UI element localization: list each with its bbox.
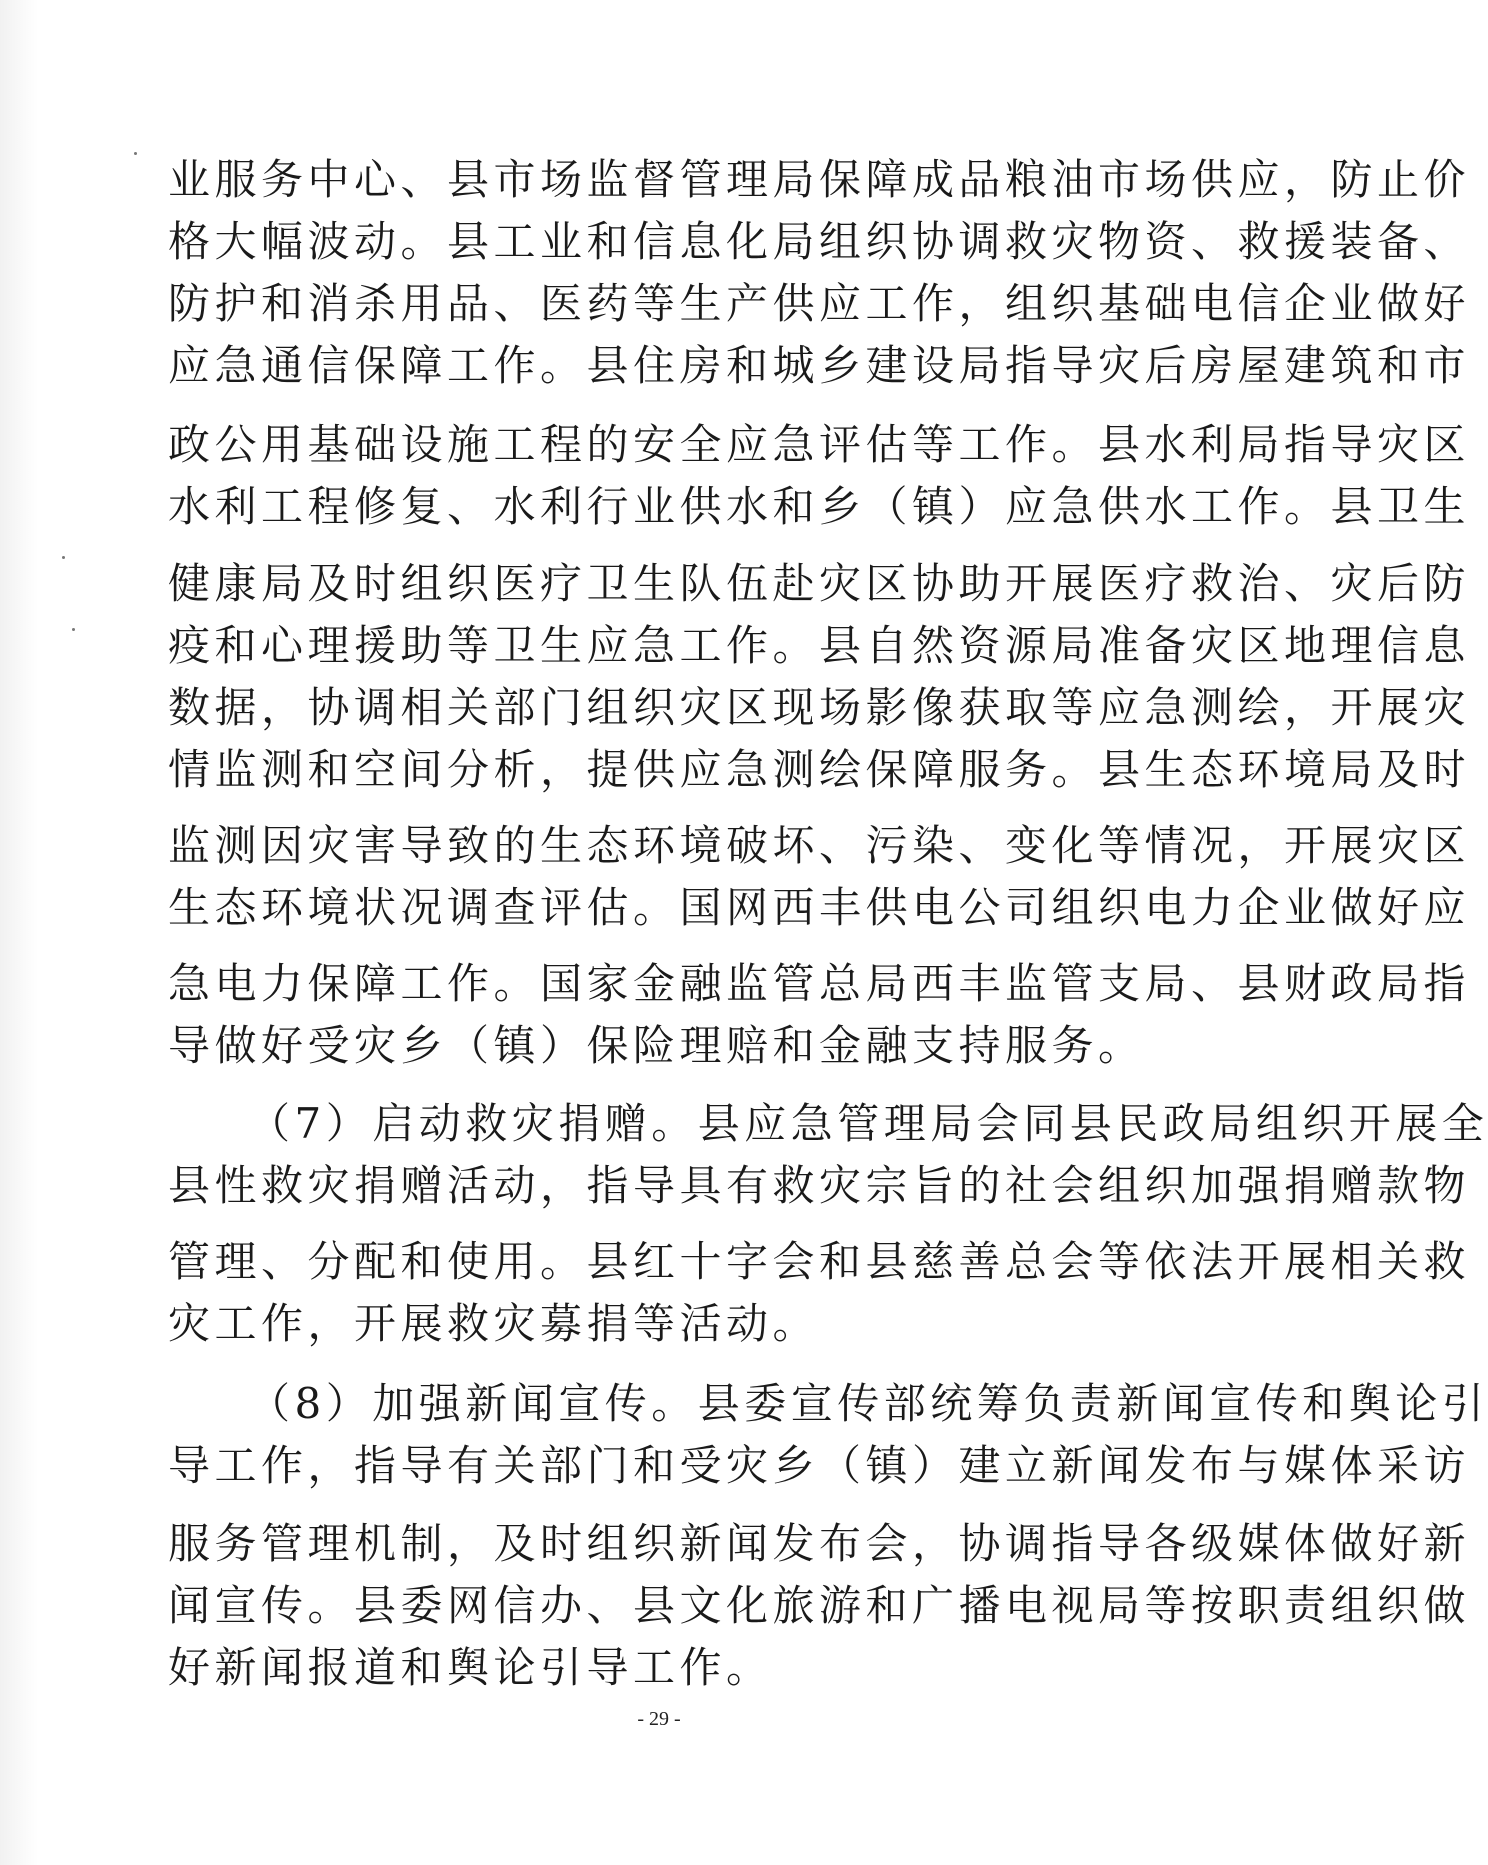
body-line: 管理、分配和使用。县红十字会和县慈善总会等依法开展相关救 bbox=[168, 1237, 1471, 1286]
scan-speck bbox=[62, 556, 65, 559]
scan-speck bbox=[72, 628, 75, 631]
body-line: 数据，协调相关部门组织灾区现场影像获取等应急测绘，开展灾 bbox=[168, 683, 1471, 732]
body-line: 健康局及时组织医疗卫生队伍赴灾区协助开展医疗救治、灾后防 bbox=[168, 559, 1471, 608]
body-line: 灾工作，开展救灾募捐等活动。 bbox=[168, 1299, 820, 1348]
section-8-first-line: （8）加强新闻宣传。县委宣传部统筹负责新闻宣传和舆论引 bbox=[248, 1379, 1488, 1428]
body-line: 急电力保障工作。国家金融监管总局西丰监管支局、县财政局指 bbox=[168, 959, 1471, 1008]
body-line: 情监测和空间分析，提供应急测绘保障服务。县生态环境局及时 bbox=[168, 745, 1471, 794]
body-line: 好新闻报道和舆论引导工作。 bbox=[168, 1643, 773, 1692]
body-line: 生态环境状况调查评估。国网西丰供电公司组织电力企业做好应 bbox=[168, 883, 1471, 932]
body-line: 应急通信保障工作。县住房和城乡建设局指导灾后房屋建筑和市 bbox=[168, 341, 1471, 390]
body-line: 县性救灾捐赠活动，指导具有救灾宗旨的社会组织加强捐赠款物 bbox=[168, 1161, 1471, 1210]
scan-edge bbox=[0, 0, 38, 1865]
body-line: 导工作，指导有关部门和受灾乡（镇）建立新闻发布与媒体采访 bbox=[168, 1441, 1471, 1490]
body-line: 业服务中心、县市场监督管理局保障成品粮油市场供应，防止价 bbox=[168, 155, 1471, 204]
body-line: 格大幅波动。县工业和信息化局组织协调救灾物资、救援装备、 bbox=[168, 217, 1471, 266]
body-line: 疫和心理援助等卫生应急工作。县自然资源局准备灾区地理信息 bbox=[168, 621, 1471, 670]
page-number: - 29 - bbox=[637, 1708, 681, 1730]
body-line: 监测因灾害导致的生态环境破坏、污染、变化等情况，开展灾区 bbox=[168, 821, 1471, 870]
body-line: 服务管理机制，及时组织新闻发布会，协调指导各级媒体做好新 bbox=[168, 1519, 1471, 1568]
body-line: 导做好受灾乡（镇）保险理赔和金融支持服务。 bbox=[168, 1021, 1145, 1070]
body-line: 闻宣传。县委网信办、县文化旅游和广播电视局等按职责组织做 bbox=[168, 1581, 1471, 1630]
scan-speck bbox=[134, 152, 137, 155]
section-7-first-line: （7）启动救灾捐赠。县应急管理局会同县民政局组织开展全 bbox=[248, 1099, 1488, 1148]
body-line: 水利工程修复、水利行业供水和乡（镇）应急供水工作。县卫生 bbox=[168, 482, 1471, 531]
body-line: 防护和消杀用品、医药等生产供应工作，组织基础电信企业做好 bbox=[168, 279, 1471, 328]
body-line: 政公用基础设施工程的安全应急评估等工作。县水利局指导灾区 bbox=[168, 420, 1471, 469]
